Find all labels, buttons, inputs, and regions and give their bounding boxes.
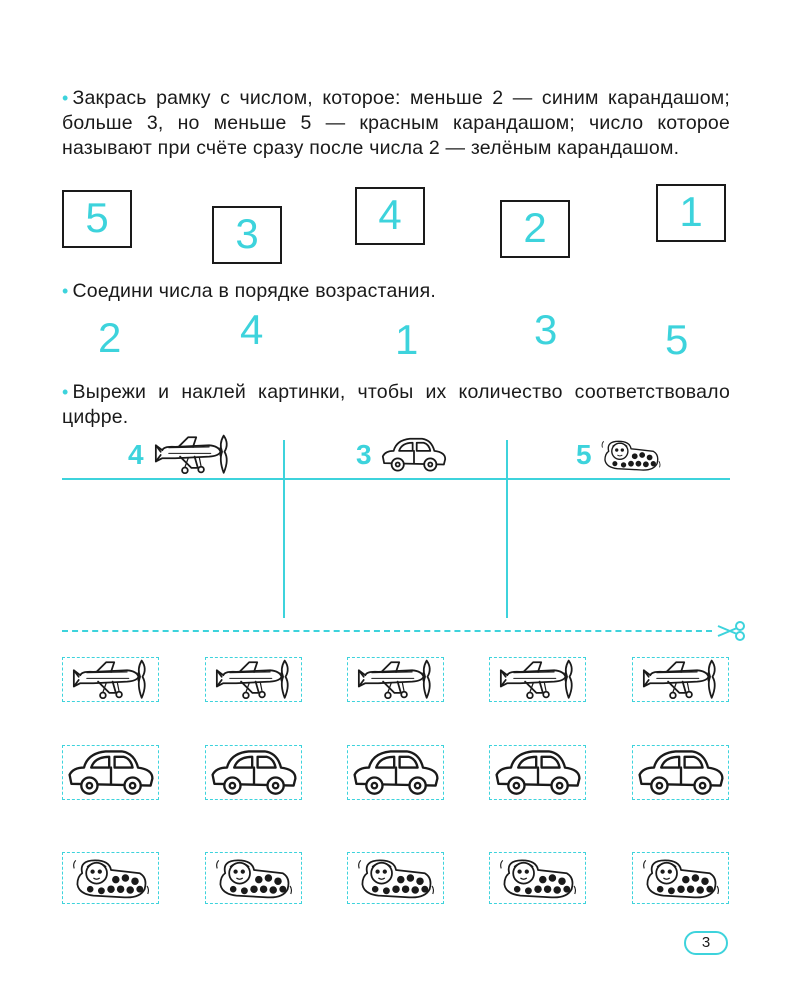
cutout-pram-1[interactable] <box>62 852 159 904</box>
cutout-car-5[interactable] <box>632 745 729 800</box>
task3-text: Вырежи и наклей картинки, чтобы их количество соответствовало цифре. <box>62 381 730 428</box>
cut-line <box>62 630 712 632</box>
column-header-3 <box>576 434 662 476</box>
baby-pram-icon <box>638 854 724 902</box>
connect-number-5[interactable]: 5 <box>665 316 689 363</box>
scissors-icon <box>716 620 746 642</box>
baby-pram-icon <box>495 854 581 902</box>
airplane-icon <box>65 659 157 701</box>
number-box-5[interactable]: 1 <box>656 184 726 242</box>
airplane-icon <box>208 659 300 701</box>
connect-number-2[interactable]: 4 <box>240 306 264 353</box>
cutout-airplane-2[interactable] <box>205 657 302 702</box>
airplane-icon <box>635 659 727 701</box>
bullet-icon: • <box>62 382 69 402</box>
cutout-car-4[interactable] <box>489 745 586 800</box>
cutout-airplane-5[interactable] <box>632 657 729 702</box>
task1-text: Закрась рамку с числом, которое: меньше 2 — синим карандашом; больше 3, но меньше 5 — красным карандашом; число которое называют при счёте сразу после числа 2 — зелёным карандашом. <box>62 87 730 159</box>
bullet-icon: • <box>62 88 69 108</box>
connect-number-3[interactable]: 1 <box>395 316 419 363</box>
column-count-2: 3 <box>356 439 372 470</box>
column-count-3: 5 <box>576 439 592 470</box>
cutout-car-3[interactable] <box>347 745 444 800</box>
car-icon <box>380 436 448 474</box>
column-header-1 <box>128 434 234 476</box>
cutout-airplane-3[interactable] <box>347 657 444 702</box>
column-header-2 <box>356 434 448 476</box>
car-icon <box>209 747 299 799</box>
cutout-pram-3[interactable] <box>347 852 444 904</box>
baby-pram-icon <box>600 435 662 475</box>
grid-vertical-line-2 <box>506 440 508 618</box>
car-icon <box>351 747 441 799</box>
car-icon <box>636 747 726 799</box>
baby-pram-icon <box>353 854 439 902</box>
car-icon <box>66 747 156 799</box>
cutout-pram-2[interactable] <box>205 852 302 904</box>
bullet-icon: • <box>62 281 69 301</box>
airplane-icon <box>492 659 584 701</box>
grid-vertical-line-1 <box>283 440 285 618</box>
car-icon <box>493 747 583 799</box>
number-box-4[interactable]: 2 <box>500 200 570 258</box>
cutout-airplane-1[interactable] <box>62 657 159 702</box>
connect-number-4[interactable]: 3 <box>534 306 558 353</box>
airplane-icon <box>350 659 442 701</box>
airplane-icon <box>152 434 234 476</box>
task2-instruction <box>62 279 730 304</box>
task1-instruction <box>62 86 730 161</box>
cutout-pram-4[interactable] <box>489 852 586 904</box>
number-box-2[interactable]: 3 <box>212 206 282 264</box>
baby-pram-icon <box>211 854 297 902</box>
number-box-3[interactable]: 4 <box>355 187 425 245</box>
page-number: 3 <box>684 931 728 955</box>
cutout-pram-5[interactable] <box>632 852 729 904</box>
connect-number-1[interactable]: 2 <box>98 314 122 361</box>
number-box-1[interactable]: 5 <box>62 190 132 248</box>
cutout-airplane-4[interactable] <box>489 657 586 702</box>
cutout-car-1[interactable] <box>62 745 159 800</box>
task2-text: Соедини числа в порядке возрастания. <box>72 280 436 302</box>
grid-horizontal-line <box>62 478 730 480</box>
column-count-1: 4 <box>128 439 144 470</box>
baby-pram-icon <box>68 854 154 902</box>
task3-instruction <box>62 380 730 430</box>
cutout-car-2[interactable] <box>205 745 302 800</box>
